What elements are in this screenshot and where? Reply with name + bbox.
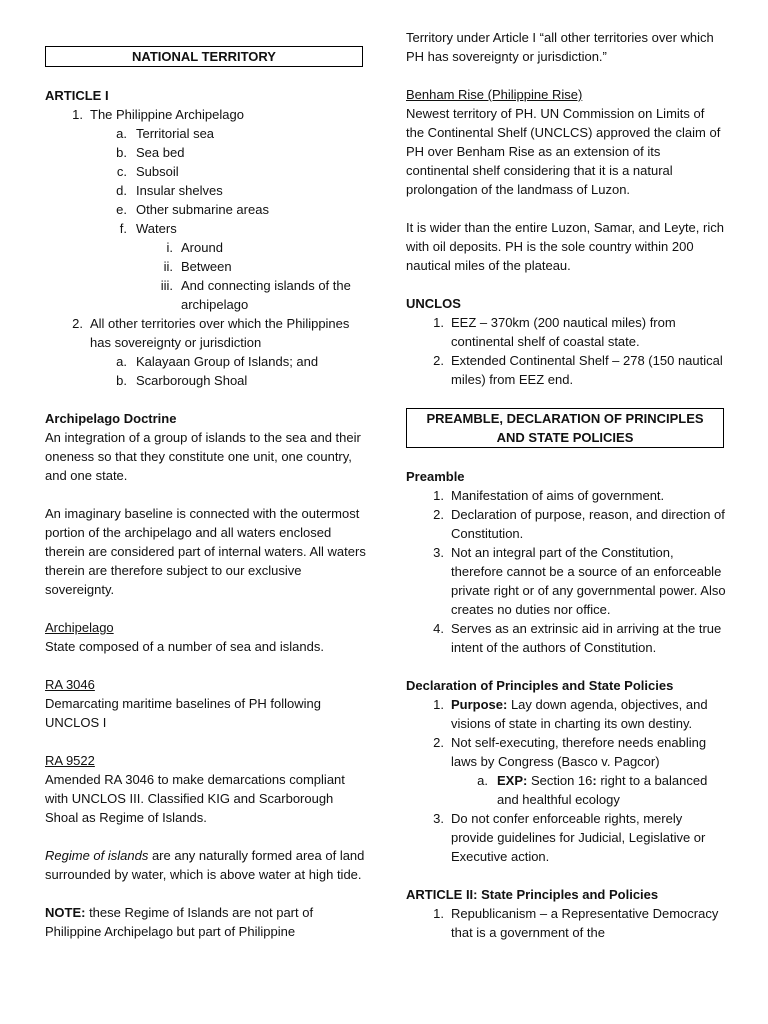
list-marker: b. <box>116 145 127 160</box>
list-item-text: Extended Continental Shelf – 278 (150 nautical miles) from EEZ end. <box>451 353 723 387</box>
list-item <box>45 371 367 390</box>
list-item <box>45 238 367 257</box>
archipelago-text: State composed of a number of sea and islands. <box>45 639 324 654</box>
ra-3046-text: Demarcating maritime baselines of PH following UNCLOS I <box>45 696 322 730</box>
list-item-text: All other territories over which the Philippines has sovereignty or jurisdiction <box>90 316 350 350</box>
regime-term: Regime of islands <box>45 848 149 863</box>
list-marker: 1. <box>433 315 444 330</box>
list-marker: iii. <box>160 278 173 293</box>
list-marker: 1. <box>433 488 444 503</box>
dpsp-heading: Declaration of Principles and State Policies <box>406 678 674 693</box>
list-item-text: Republicanism – a Representative Democracy that is a government of the <box>451 906 719 940</box>
list-item <box>45 105 367 124</box>
list-marker: 2. <box>433 353 444 368</box>
list-item-text: right to a balanced and healthful ecology <box>497 773 708 807</box>
list-marker: 2. <box>433 507 444 522</box>
purpose-label: Purpose: <box>451 697 508 712</box>
list-marker: c. <box>116 164 127 179</box>
list-item <box>406 313 726 351</box>
list-marker: d. <box>116 183 127 198</box>
list-marker: 4. <box>433 621 444 636</box>
list-item-text: Insular shelves <box>136 183 223 198</box>
list-item <box>406 771 726 809</box>
list-marker: a. <box>116 126 127 141</box>
list-item <box>406 505 726 543</box>
article-1-heading: ARTICLE I <box>45 88 109 103</box>
list-item-text: Sea bed <box>136 145 185 160</box>
exp-label: EXP: <box>497 773 528 788</box>
list-item-text: Lay down agenda, objectives, and visions of state in charting its own destiny. <box>451 697 708 731</box>
national-territory-title: NATIONAL TERRITORY <box>45 46 363 67</box>
list-marker: e. <box>116 202 127 217</box>
benham-rise-heading: Benham Rise (Philippine Rise) <box>406 87 583 102</box>
list-marker: 1. <box>72 107 83 122</box>
list-item-text: Do not confer enforceable rights, merely provide guidelines for Judicial, Legislative or Executive action. <box>451 811 706 864</box>
archipelago-heading: Archipelago <box>45 620 114 635</box>
list-item <box>406 486 726 505</box>
list-item-text: The Philippine Archipelago <box>90 107 244 122</box>
list-marker: ii. <box>163 259 173 274</box>
list-marker: a. <box>116 354 127 369</box>
list-marker: a. <box>477 773 488 788</box>
list-item <box>45 257 367 276</box>
list-marker: 1. <box>433 906 444 921</box>
list-marker: i. <box>166 240 173 255</box>
list-item <box>45 200 367 219</box>
preamble-section-title: PREAMBLE, DECLARATION OF PRINCIPLES AND STATE POLICIES <box>406 408 724 448</box>
list-item <box>45 143 367 162</box>
list-item <box>406 733 726 771</box>
list-item <box>45 314 367 352</box>
list-item-text: Around <box>181 240 223 255</box>
list-item-text: Scarborough Shoal <box>136 373 248 388</box>
archipelago-doctrine-heading: Archipelago Doctrine <box>45 411 177 426</box>
doctrine-paragraph-1: An integration of a group of islands to the sea and their oneness so that they constitute one unit, one country, and one state. <box>45 430 361 483</box>
benham-paragraph-2: It is wider than the entire Luzon, Samar, and Leyte, rich with oil deposits. PH is the sole country within 200 nautical miles of the plateau. <box>406 220 724 273</box>
article-2-heading: ARTICLE II: State Principles and Policies <box>406 887 659 902</box>
colon: : <box>592 773 597 788</box>
right-column <box>406 30 726 942</box>
doctrine-paragraph-2: An imaginary baseline is connected with the outermost portion of the archipelago and all waters enclosed therein are considered part of internal waters. All waters therein are therefore subject to our exclusive sovereignty. <box>45 506 366 597</box>
list-item <box>406 351 726 389</box>
list-item <box>406 543 726 619</box>
list-item <box>45 162 367 181</box>
continued-paragraph: Territory under Article I “all other territories over which PH has sovereignty or jurisdiction.” <box>406 30 714 64</box>
note-label: NOTE: <box>45 905 86 920</box>
regime-of-islands-paragraph <box>45 846 367 884</box>
list-item <box>406 809 726 866</box>
list-item-text: Manifestation of aims of government. <box>451 488 665 503</box>
ra-9522-heading: RA 9522 <box>45 753 95 768</box>
ra-3046-heading: RA 3046 <box>45 677 95 692</box>
list-item <box>406 619 726 657</box>
list-marker: 1. <box>433 697 444 712</box>
list-item-text: Not self-executing, therefore needs enabling laws by Congress (Basco v. Pagcor) <box>451 735 707 769</box>
list-item-text: EEZ – 370km (200 nautical miles) from continental shelf of coastal state. <box>451 315 676 349</box>
list-item-text: Subsoil <box>136 164 179 179</box>
list-item <box>406 695 726 733</box>
list-item <box>45 181 367 200</box>
list-item <box>45 276 367 314</box>
section-ref: Section 16 <box>527 773 593 788</box>
list-marker: 2. <box>433 735 444 750</box>
list-item-text: Kalayaan Group of Islands; and <box>136 354 319 369</box>
list-item-text: Not an integral part of the Constitution, therefore cannot be a source of an enforceable private right or of any governmental power. Also creates no duties nor office. <box>451 545 726 617</box>
list-item <box>406 904 726 942</box>
list-marker: f. <box>119 221 127 236</box>
list-item-text: Between <box>181 259 232 274</box>
left-column <box>45 46 367 941</box>
list-marker: 2. <box>72 316 83 331</box>
list-item-text: Other submarine areas <box>136 202 269 217</box>
list-item <box>45 352 367 371</box>
list-item-text: Declaration of purpose, reason, and direction of Constitution. <box>451 507 725 541</box>
list-marker: 3. <box>433 545 444 560</box>
list-marker: b. <box>116 373 127 388</box>
list-item <box>45 124 367 143</box>
regime-definition: are any naturally formed area of land surrounded by water, which is above water at high tide. <box>45 848 365 882</box>
list-item-text: Territorial sea <box>136 126 215 141</box>
list-item-text: And connecting islands of the archipelago <box>181 278 351 312</box>
note-text: these Regime of Islands are not part of Philippine Archipelago but part of Philippine <box>45 905 314 939</box>
note-paragraph <box>45 903 367 941</box>
preamble-heading: Preamble <box>406 469 465 484</box>
ra-9522-text: Amended RA 3046 to make demarcations compliant with UNCLOS III. Classified KIG and Scarborough Shoal as Regime of Islands. <box>45 772 345 825</box>
list-item <box>45 219 367 238</box>
list-item-text: Waters <box>136 221 177 236</box>
unclos-heading: UNCLOS <box>406 296 461 311</box>
list-item-text: Serves as an extrinsic aid in arriving at the true intent of the authors of Constitution. <box>451 621 722 655</box>
list-marker: 3. <box>433 811 444 826</box>
benham-paragraph-1: Newest territory of PH. UN Commission on Limits of the Continental Shelf (UNCLCS) approved the claim of PH over Benham Rise as an extension of its continental shelf considering that it is a natural prolongation of the landmass of Luzon. <box>406 106 721 197</box>
